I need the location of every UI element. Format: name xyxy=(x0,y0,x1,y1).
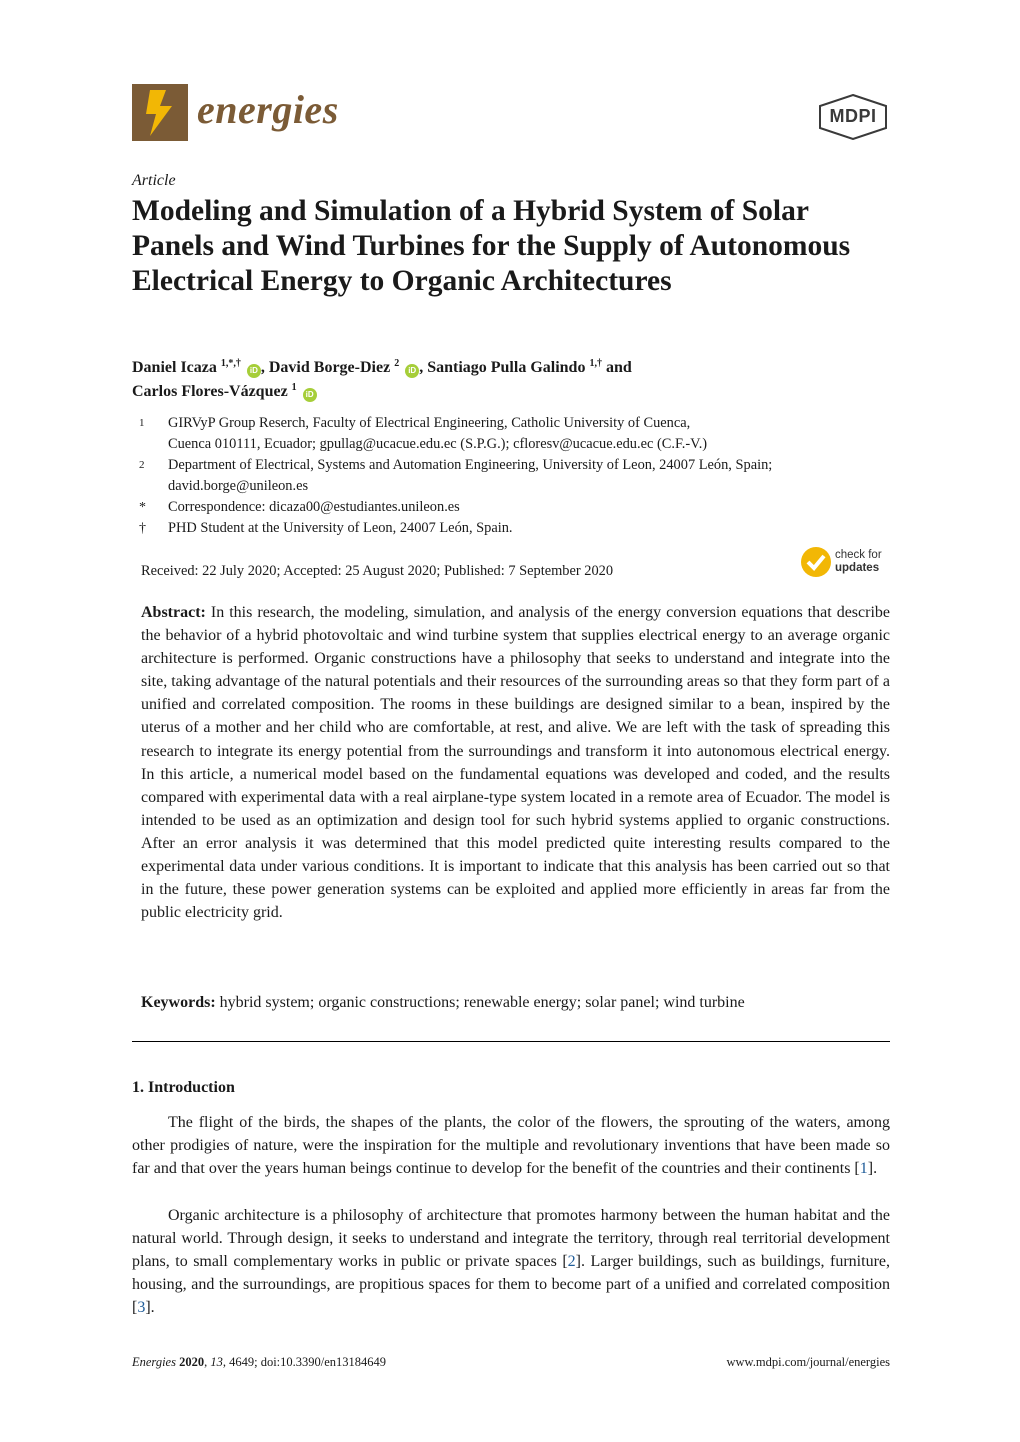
keywords xyxy=(141,991,890,1014)
paragraph: The flight of the birds, the shapes of the plants, the color of the flowers, the sprouting of the waters, among other prodigies of nature, were the inspiration for the multiple and revolutionary inventions that have been made so far and that over the years human beings continue to develop for the benefit of the countries and their continents [1]. xyxy=(132,1114,890,1178)
author-affiliation-mark: 2 xyxy=(394,358,400,369)
orcid-icon[interactable]: iD xyxy=(405,364,419,378)
author-affiliation-mark: 1 xyxy=(291,382,297,393)
keywords-text: hybrid system; organic constructions; renewable energy; solar panel; wind turbine xyxy=(215,994,745,1011)
abstract xyxy=(141,601,890,924)
citation-link[interactable]: 3 xyxy=(137,1299,146,1317)
publication-dates: Received: 22 July 2020; Accepted: 25 August 2020; Published: 7 September 2020 xyxy=(141,563,614,579)
author-name[interactable]: David Borge-Diez xyxy=(268,359,391,376)
abstract-label: Abstract: xyxy=(141,604,206,621)
abstract-text: In this research, the modeling, simulation, and analysis of the energy conversion equations that describe the behavior of a hybrid photovoltaic and wind turbine system that supplies electrical energy to an average organic architecture is performed. Organic constructions have a philosophy that seeks to understand and integrate into the site, taking advantage of the natural potentials and their resources of the surrounding areas so that they form part of a unified and correlated composition. The rooms in these buildings are designed similar to a bean, inspired by the uterus of a mother and her child who are comfortable, at rest, and alive. We are left with the task of spreading this research to integrate its energy potential from the surroundings and transform it into autonomous electrical energy. In this article, a numerical model based on the fundamental equations was developed and coded, and the results compared with experimental data with a real airplane-type system located in a remote area of Ecuador. The model is intended to be used as an optimization and design tool for such hybrid systems applied to organic constructions. After an error analysis it was determined that this model predicted quite interesting results compared to the experimental data under various conditions. It is important to indicate that this analysis has been carried out so that in the future, these power generation systems can be exploited and applied more efficiently in areas far from the public electricity grid. xyxy=(141,604,890,922)
article-title: Modeling and Simulation of a Hybrid System of Solar Panels and Wind Turbines for the Supply of Autonomous Electrical Energy to Organic Architectures xyxy=(132,195,851,297)
affiliation-2: 2 Department of Electrical, Systems and Automation Engineering, University of Leon, 24007 León, Spain; david.borge@unileon.es xyxy=(139,457,773,494)
keywords-label: Keywords: xyxy=(141,994,216,1011)
orcid-icon[interactable]: iD xyxy=(247,364,261,378)
check-for-updates-badge[interactable] xyxy=(800,546,895,580)
citation-link[interactable]: 2 xyxy=(567,1253,576,1271)
mdpi-logo[interactable] xyxy=(818,94,888,140)
footnote-dagger: † PHD Student at the University of Leon, 24007 León, Spain. xyxy=(139,520,513,536)
author-affiliation-mark: 1,*,† xyxy=(220,358,241,369)
author-list: Daniel Icaza $^{1,*,\dagger}$ iD , David Borge-Diez $^2$ iD , Santiago Pulla Galindo $^{1,\dagger}$ and Carlos Flores-Vázquez $^1$ iD xyxy=(132,358,632,400)
lightning-bolt-icon xyxy=(132,84,188,141)
section-divider xyxy=(132,1041,890,1042)
affiliation-1: 1 GIRVyP Group Reserch, Faculty of Electrical Engineering, Catholic University of Cuenca, Cuenca 010111, Ecuador; gpullag@ucacue.edu.ec (S.P.G.); cfloresv@ucacue.edu.ec (C.F.-V.) xyxy=(139,415,708,452)
orcid-icon[interactable]: iD xyxy=(303,388,317,402)
check-label: check for xyxy=(835,549,882,561)
article-type: Article xyxy=(132,172,176,189)
paragraph: Organic architecture is a philosophy of architecture that promotes harmony between the human habitat and the natural world. Through design, it seeks to understand and integrate the territory, through real territorial development plans, to small complementary works in public or private spaces [2]. Larger buildings, such as buildings, furniture, housing, and the surroundings, are propitious spaces for them to become part of a unified and correlated composition [3]. xyxy=(132,1207,891,1317)
citation-footer: Energies 2020, 13, 4649; doi:10.3390/en13184649 xyxy=(132,1355,387,1369)
author-affiliation-mark: 1,† xyxy=(589,358,602,369)
author-name[interactable]: Daniel Icaza xyxy=(132,359,217,376)
citation-link[interactable]: 1 xyxy=(859,1160,868,1178)
correspondence: * Correspondence: dicaza00@estudiantes.unileon.es xyxy=(139,499,460,515)
author-name[interactable]: Carlos Flores-Vázquez xyxy=(132,383,288,400)
publisher-name: MDPI xyxy=(829,106,877,126)
journal-name[interactable]: energies xyxy=(197,87,339,132)
journal-logo xyxy=(132,84,188,141)
checkmark-icon xyxy=(800,546,832,578)
journal-url[interactable]: www.mdpi.com/journal/energies xyxy=(726,1355,890,1369)
updates-label: updates xyxy=(835,562,880,574)
section-heading: 1. Introduction xyxy=(132,1079,235,1096)
author-name[interactable]: Santiago Pulla Galindo xyxy=(427,359,586,376)
